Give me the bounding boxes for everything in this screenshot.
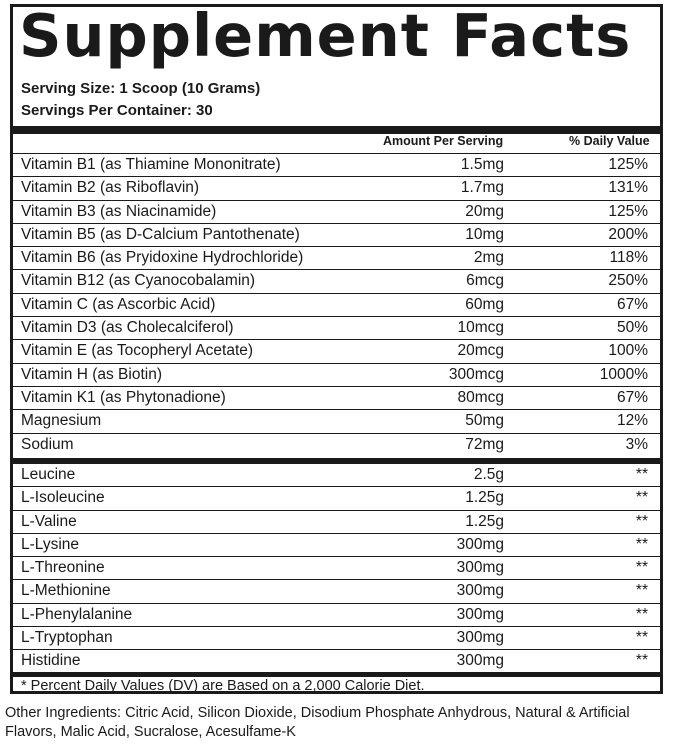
ingredient-name: L-Lysine <box>21 535 80 553</box>
nutrient-name: Vitamin B3 (as Niacinamide) <box>21 202 217 220</box>
table-row <box>13 604 660 627</box>
table-row <box>13 434 660 457</box>
supplement-facts-panel <box>10 1 663 694</box>
nutrient-amount: 10mg <box>465 225 504 243</box>
servings-per-container: Servings Per Container: 30 <box>21 102 213 119</box>
nutrient-dv: 131% <box>608 179 648 197</box>
nutrient-name: Vitamin B6 (as Pryidoxine Hydrochloride) <box>21 249 304 267</box>
table-row <box>13 410 660 433</box>
thick-divider <box>13 672 660 677</box>
nutrient-dv: 3% <box>625 435 648 453</box>
nutrient-amount: 72mg <box>465 435 504 453</box>
nutrient-dv: 12% <box>616 412 648 430</box>
nutrient-amount: 10mcg <box>457 319 504 337</box>
nutrient-amount: 50mg <box>465 412 504 430</box>
table-row <box>13 534 660 557</box>
nutrient-name: Vitamin B1 (as Thiamine Mononitrate) <box>21 156 281 173</box>
nutrient-dv: 100% <box>608 342 648 360</box>
table-row <box>13 511 660 534</box>
table-row <box>13 387 660 410</box>
nutrient-amount: 20mg <box>465 202 504 220</box>
nutrient-dv: 67% <box>616 388 648 406</box>
ingredient-amount: 1.25g <box>465 512 504 530</box>
nutrient-amount: 2mg <box>473 249 504 267</box>
ingredient-dv: ** <box>635 559 648 577</box>
table-row <box>13 247 660 270</box>
ingredient-amount: 1.25g <box>465 489 504 507</box>
nutrient-dv: 1000% <box>599 365 648 383</box>
nutrient-amount: 60mg <box>465 295 504 313</box>
daily-value-header: % Daily Value <box>569 134 650 148</box>
nutrient-amount: 1.5mg <box>460 156 504 173</box>
table-row <box>13 627 660 650</box>
amount-per-serving-header: Amount Per Serving <box>383 134 504 148</box>
table-row <box>13 580 660 603</box>
nutrient-amount: 80mcg <box>457 388 504 406</box>
table-row <box>13 154 660 177</box>
ingredient-name: L-Methionine <box>21 582 111 600</box>
nutrient-dv: 250% <box>608 272 648 290</box>
ingredient-amount: 300mg <box>456 582 504 600</box>
daily-value-footnote: * Percent Daily Values (DV) are Based on a 2,000 Calorie Diet. <box>21 678 425 694</box>
nutrient-name: Vitamin H (as Biotin) <box>21 365 162 383</box>
table-row <box>13 177 660 200</box>
nutrient-amount: 6mcg <box>466 272 504 290</box>
ingredient-dv: ** <box>635 652 648 670</box>
ingredient-name: Leucine <box>21 466 76 483</box>
nutrient-dv: 125% <box>608 156 648 173</box>
table-row <box>13 364 660 387</box>
vitamin-rows <box>13 154 660 457</box>
nutrient-dv: 67% <box>616 295 648 313</box>
serving-size: Serving Size: 1 Scoop (10 Grams) <box>21 80 261 97</box>
nutrient-name: Vitamin D3 (as Cholecalciferol) <box>21 319 234 337</box>
nutrient-name: Vitamin B12 (as Cyanocobalamin) <box>21 272 256 290</box>
nutrient-name: Vitamin K1 (as Phytonadione) <box>21 388 226 406</box>
table-row <box>13 464 660 487</box>
ingredient-amount: 300mg <box>456 652 504 670</box>
ingredient-name: L-Tryptophan <box>21 629 113 647</box>
ingredient-amount: 2.5g <box>473 466 504 483</box>
panel-title: Supplement Facts <box>19 1 632 70</box>
nutrient-name: Sodium <box>21 435 74 453</box>
nutrient-amount: 20mcg <box>457 342 504 360</box>
amino-acid-rows <box>13 464 660 674</box>
nutrient-amount: 1.7mg <box>460 179 504 197</box>
table-row <box>13 317 660 340</box>
ingredient-amount: 300mg <box>456 535 504 553</box>
table-row <box>13 294 660 317</box>
table-row <box>13 487 660 510</box>
ingredient-dv: ** <box>635 605 648 623</box>
table-row <box>13 224 660 247</box>
ingredient-dv: ** <box>635 629 648 647</box>
ingredient-amount: 300mg <box>456 629 504 647</box>
ingredient-amount: 300mg <box>456 559 504 577</box>
nutrient-dv: 50% <box>616 319 648 337</box>
ingredient-name: Histidine <box>21 652 81 670</box>
nutrient-dv: 118% <box>609 249 648 267</box>
other-ingredients: Other Ingredients: Citric Acid, Silicon Dioxide, Disodium Phosphate Anhydrous, Natural & Artificial Flavors, Malic Acid, Sucralose, Acesulfame-K <box>5 705 630 740</box>
table-row <box>13 650 660 673</box>
table-row <box>13 557 660 580</box>
table-row <box>13 270 660 293</box>
nutrient-name: Vitamin E (as Tocopheryl Acetate) <box>21 342 254 360</box>
nutrient-amount: 300mcg <box>448 365 504 383</box>
nutrient-name: Vitamin C (as Ascorbic Acid) <box>21 295 216 313</box>
nutrient-dv: 125% <box>608 202 648 220</box>
ingredient-amount: 300mg <box>456 605 504 623</box>
nutrient-dv: 200% <box>608 225 648 243</box>
ingredient-dv: ** <box>635 489 648 507</box>
nutrient-name: Vitamin B5 (as D-Calcium Pantothenate) <box>21 225 300 243</box>
ingredient-dv: ** <box>635 512 648 530</box>
nutrient-name: Magnesium <box>21 412 102 430</box>
table-row <box>13 201 660 224</box>
ingredient-name: L-Phenylalanine <box>21 605 133 623</box>
ingredient-dv: ** <box>635 582 648 600</box>
table-row <box>13 340 660 363</box>
ingredient-name: L-Threonine <box>21 559 105 577</box>
nutrient-name: Vitamin B2 (as Riboflavin) <box>21 179 200 197</box>
ingredient-name: L-Valine <box>21 512 77 530</box>
thick-divider <box>13 126 660 134</box>
ingredient-name: L-Isoleucine <box>21 489 105 507</box>
ingredient-dv: ** <box>635 466 648 483</box>
ingredient-dv: ** <box>635 535 648 553</box>
